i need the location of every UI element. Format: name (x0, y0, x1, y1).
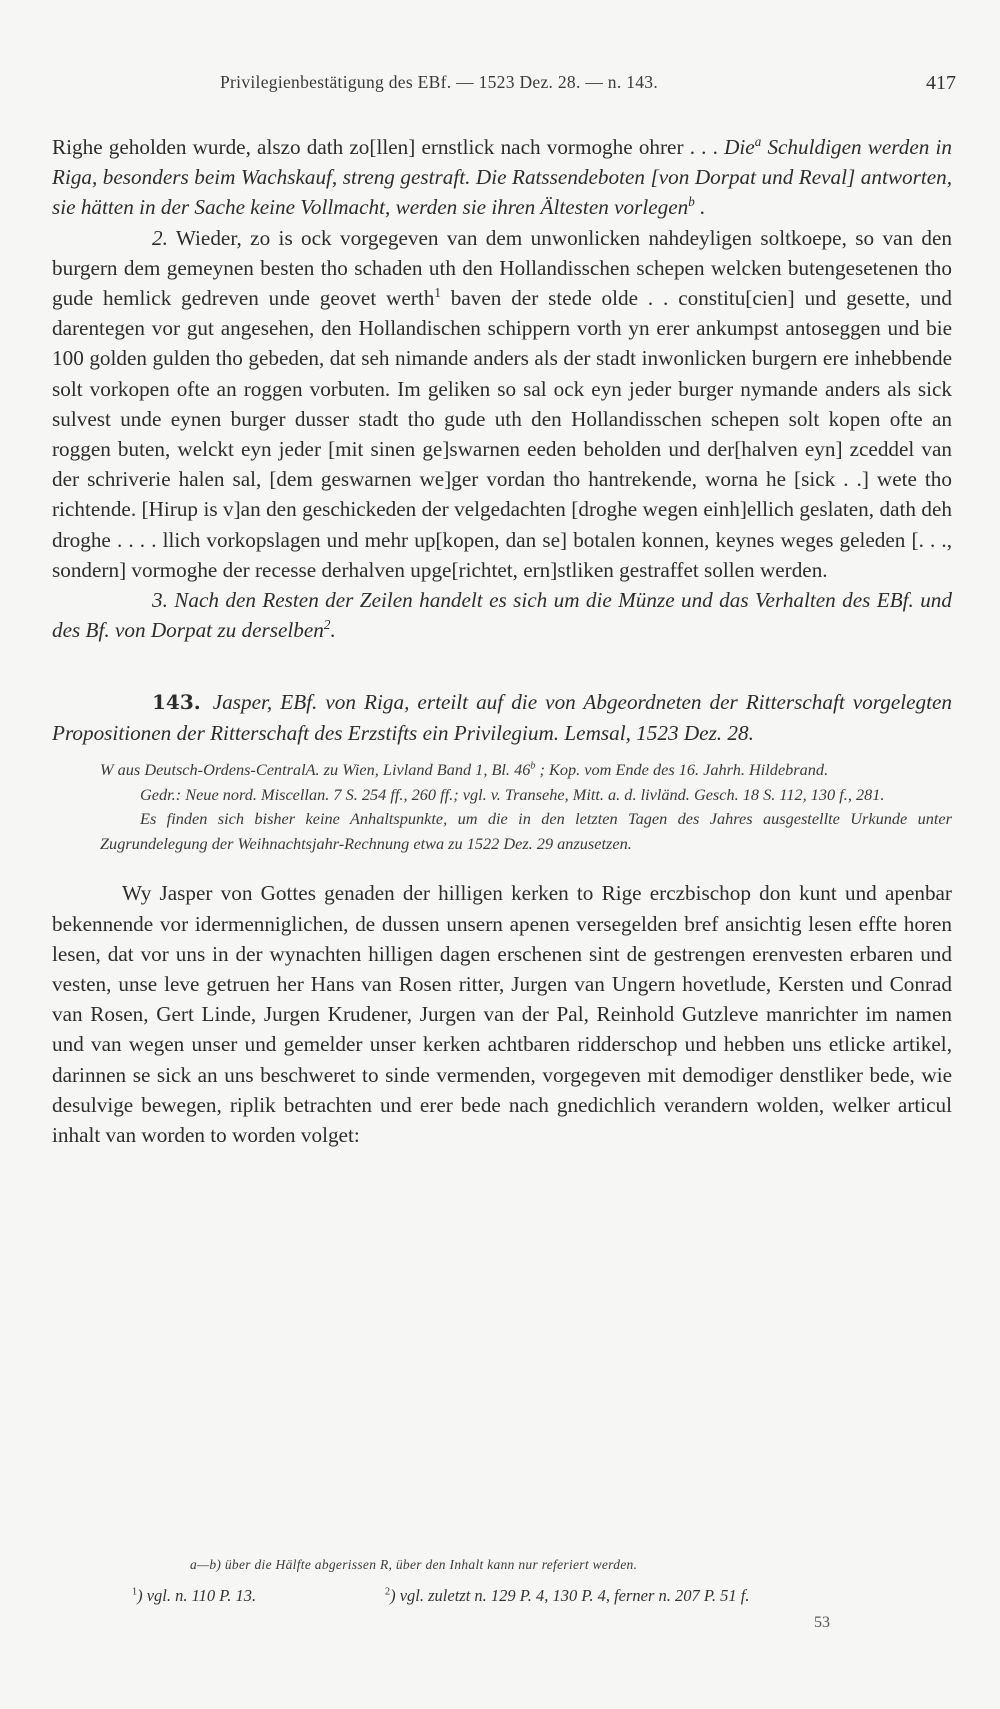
footnote-2-mark: 2 (385, 1586, 391, 1598)
document-heading (52, 687, 952, 748)
footnote-mark-1: 1 (434, 284, 441, 300)
document-number: 143. (152, 690, 201, 715)
section-3-paragraph (52, 585, 952, 645)
footnote-2-text: ) vgl. zuletzt n. 129 P. 4, 130 P. 4, ferner n. 207 P. 51 f. (390, 1586, 750, 1605)
continuation-line: Righe geholden wurde, alszo dath zo[llen] ernstlick nach vormoghe ohrer . . . (52, 135, 718, 159)
document-heading-text: Jasper, EBf. von Riga, erteilt auf die von Abgeordneten der Ritterschaft vorgelegten Propositionen der Ritterschaft des Erzstifts ein Privilegium. Lemsal, 1523 Dez. 28. (52, 690, 952, 745)
source-line (100, 760, 828, 779)
source-notes (52, 758, 952, 856)
section-2-paragraph (52, 223, 952, 585)
section-3-text: Nach den Resten der Zeilen handelt es sich um die Münze und das Verhalten des EBf. und des Bf. von Dorpat zu derselben (52, 588, 952, 643)
source-dating-note: Es finden sich bisher keine Anhaltspunkte, um die in den letzten Tagen des Jahres ausgestellte Urkunde unter Zugrundelegung der Weihnachtsjahr-Rechnung etwa zu 1522 Dez. 29 anzusetzen. (100, 809, 952, 853)
source-text: W aus Deutsch-Ordens-CentralA. zu Wien, Livland Band 1, Bl. 46 (100, 760, 531, 780)
charter-text: Wy Jasper von Gottes genaden der hilligen kerken to Rige erczbischop don kunt und apenbar bekennende vor idermenniglichen, de dussen unsern apenen versegelden bref ansichtig lesen effte horen lesen, dat vor uns in der wynachten hilligen dagen erschenen sint de gestrengen erenvesten erbaren und vesten, unse leve getruen her Hans van Rosen ritter, Jurgen van Ungern hovetlude, Kersten und Conrad van Rosen, Gert Linde, Jurgen Krudener, Jurgen van der Pal, Reinhold Gutzleve manrichter im namen und van wegen unser und gemelder unser kerken achtbaren ridderschop und hebben uns etlicke artikel, darinnen se sick an uns beschweret to sinde vermenden, vorgegeven mit demodiger denstliker bede, wie desulvige bewegen, riplik betrachten und erer bede nach gnedichlich verandern wolden, welker articul inhalt van worden to worden volget: (52, 881, 952, 1148)
running-head (0, 72, 1000, 102)
footnote-letter: a—b) über die Hälfte abgerissen R, über den Inhalt kann nur referiert werden. (190, 1557, 638, 1572)
summary-end: . (694, 195, 706, 220)
summary-word: Die (724, 135, 755, 159)
section-2-number: 2. (152, 225, 168, 250)
footnote-1-mark: 1 (132, 1586, 138, 1598)
section-3-number: 3. (152, 588, 168, 613)
footnote-mark-2: 2 (323, 617, 331, 633)
footnote-row (132, 1586, 972, 1612)
main-text (52, 132, 952, 1150)
footnote-mark-a: a (754, 133, 762, 149)
source-text-end: ; Kop. vom Ende des 16. Jahrh. Hildebrand. (535, 760, 829, 780)
source-printed: Gedr.: Neue nord. Miscellan. 7 S. 254 ff., 260 ff.; vgl. v. Transehe, Mitt. a. d. livländ. Gesch. 18 S. 112, 130 f., 281. (140, 784, 885, 804)
page-number: 417 (926, 72, 956, 94)
summary-text: Schuldigen werden in Riga, besonders beim Wachskauf, streng gestraft. Die Ratssendeboten [von Dorpat und Reval] antworten, sie hätten in der Sache keine Vollmacht, werden sie ihren Ältesten vorlegen (52, 135, 952, 220)
footnote-2 (385, 1586, 750, 1606)
footnote-1-text: ) vgl. n. 110 P. 13. (137, 1586, 257, 1605)
section-2-text-b: baven der stede olde . . constitu[cien] und gesette, und darentegen vor gut angesehen, den Hollandischen schippern vorth yn erer ankumpst antoseggen und bie 100 golden gulden tho gebeden, dat seh nimande anders als der stadt inwonlicken burgern ere inhebbende solt vorkopen ofte an roggen vorbuten. Im geliken so sal ock eyn jeder burger nymande anders als sick sulvest unde eynen burger dusser stadt tho gude uth den Hollandisschen schepen solt kopen ofte an roggen buten, welckt eyn jeder [mit sinen ge]swarnen eeden beholden und der[halven eyn] zceddel van der schriverie halen sal, [dem geswarnen we]ger vordan tho hantrekende, worna he [sick . .] wete tho richtende. [Hirup is v]an den geschickeden der velgedachten [droghe wegen einh]ellich geslaten, dath deh droghe . . . . llich vorkopslagen und mehr up[kopen, dan se] botalen konnen, keynes weges geleden [. . ., sondern] vormoghe der recesse derhalven upge[richtet, ern]stliken gestraffet sollen werden. (52, 286, 952, 582)
section-3-end: . (330, 618, 336, 643)
section-2-text-a: Wieder, zo is ock vorgegeven van dem unwonlicken nahdeyligen soltkoepe, so van den burgern dem gemeynen besten tho schaden uth den Hollandisschen schepen welcken butengesetenen tho gude hemlick gedreven unde geovet werth (52, 225, 952, 311)
footnote-1 (132, 1586, 257, 1606)
signature-mark: 53 (814, 1614, 830, 1631)
footnote-mark-b: b (688, 194, 695, 210)
source-manuscript (100, 758, 952, 783)
source-sup: b (530, 761, 536, 773)
running-title: Privilegienbestätigung des EBf. — 1523 Dez. 28. — n. 143. (220, 72, 659, 92)
continuation-paragraph (52, 132, 952, 223)
